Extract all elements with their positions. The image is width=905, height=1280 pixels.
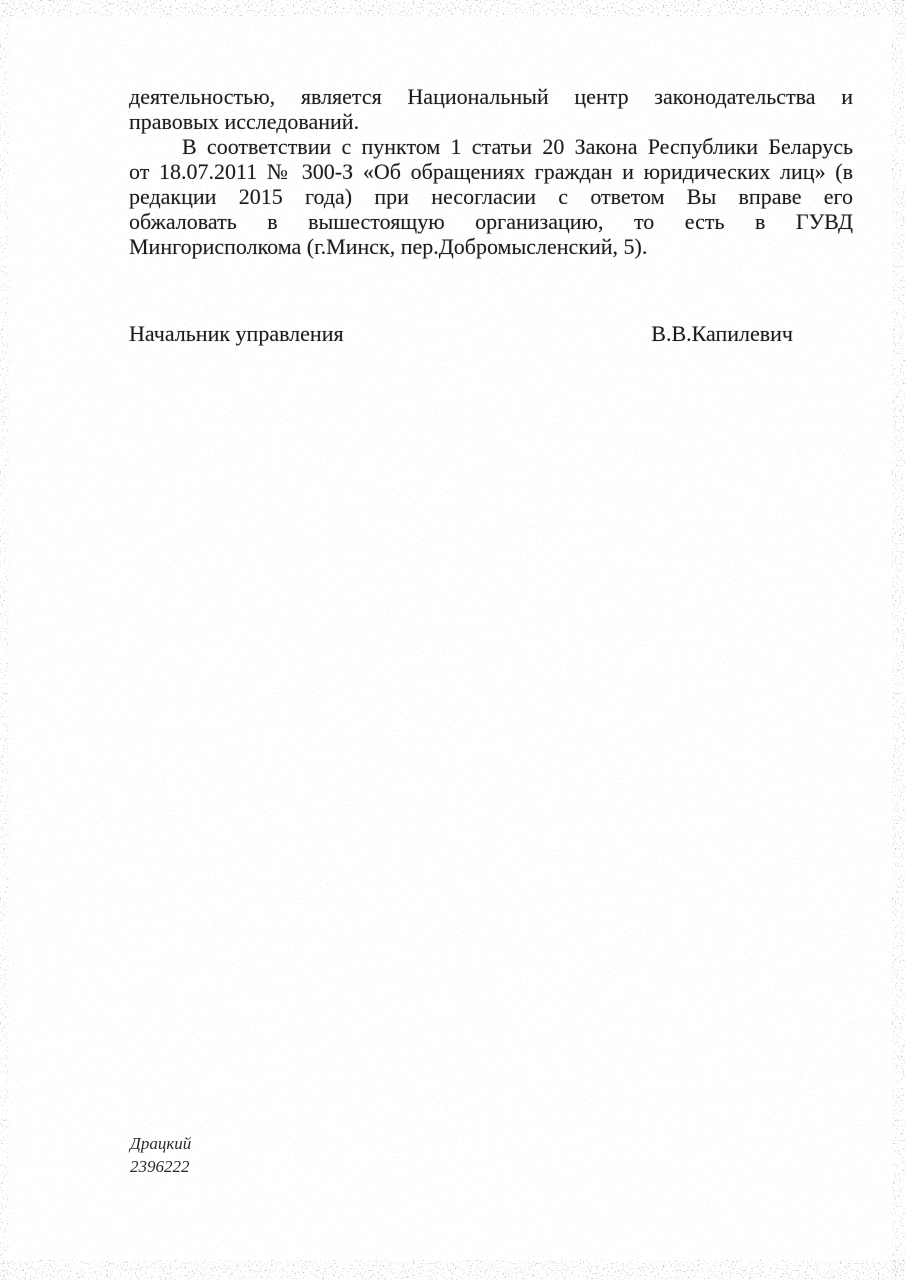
text-line: В соответствии с пунктом 1 статьи 20 Закона Республики Беларусь	[182, 134, 853, 159]
text-line: редакции 2015 года) при несогласии с ответом Вы вправе его	[129, 184, 853, 209]
executor-note	[130, 1132, 191, 1178]
text-line: правовых исследований.	[129, 109, 360, 134]
scan-noise-top-edge	[0, 0, 905, 17]
text-line: Мингорисполкома (г.Минск, пер.Добромысленский, 5).	[129, 234, 648, 259]
text-line: от 18.07.2011 № 300-З «Об обращениях граждан и юридических лиц» (в	[129, 159, 853, 184]
text-line: обжаловать в вышестоящую организацию, то есть в ГУВД	[129, 209, 853, 234]
signature-row	[129, 321, 853, 346]
signature-title: Начальник управления	[129, 321, 344, 346]
scan-noise-bottom-edge	[0, 1260, 905, 1280]
scan-noise-right-edge	[892, 0, 905, 1280]
paragraph-continuation	[129, 84, 853, 134]
executor-phone: 2396222	[130, 1157, 190, 1176]
scan-noise-left-edge	[0, 0, 9, 1280]
paragraph-appeal-rights	[129, 134, 853, 259]
signature-name: В.В.Капилевич	[651, 321, 793, 346]
letter-body	[129, 84, 853, 346]
text-line: деятельностью, является Национальный центр законодательства и	[129, 84, 853, 109]
executor-name: Драцкий	[130, 1134, 192, 1153]
